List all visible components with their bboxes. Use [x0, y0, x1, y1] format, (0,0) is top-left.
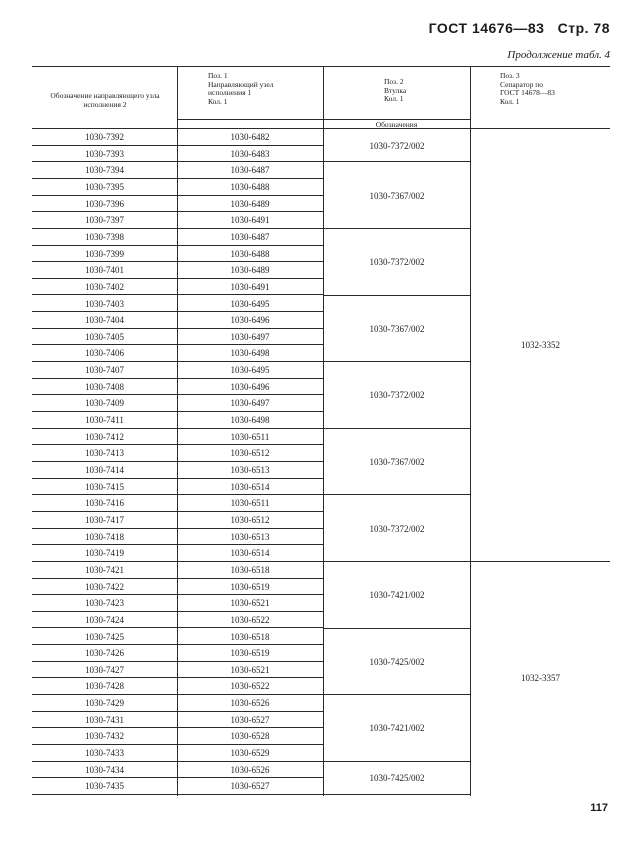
assembly-v1-code: 1030-6512: [230, 448, 270, 459]
header-line: Поз. 1: [208, 71, 228, 80]
assembly-v1-code: 1030-6483: [230, 148, 270, 159]
header-line: Кол. 1: [500, 96, 520, 106]
separator-code: 1032-3357: [521, 673, 560, 684]
separator-code: 1032-3352: [521, 340, 560, 351]
header-line: ГОСТ 14678—83: [500, 88, 555, 97]
sleeve-code: 1030-7367/002: [369, 323, 425, 334]
assembly-v1-code: 1030-6514: [230, 548, 270, 559]
assembly-v1-code: 1030-6519: [230, 648, 270, 659]
header-line: Кол. 1: [384, 94, 404, 103]
assembly-v2-code: 1030-7423: [85, 598, 124, 609]
assembly-v2-code: 1030-7426: [85, 648, 124, 659]
assembly-v1-code: 1030-6522: [230, 681, 270, 692]
assembly-v2-code: 1030-7422: [85, 581, 124, 592]
assembly-v2-code: 1030-7402: [85, 281, 124, 292]
col-header-pos3: [500, 72, 605, 106]
assembly-v2-code: 1030-7392: [85, 132, 124, 142]
assembly-v1-code: 1030-6489: [230, 265, 270, 276]
assembly-v2-code: 1030-7424: [85, 614, 124, 625]
assembly-v1-code: 1030-6497: [230, 398, 270, 409]
assembly-v1-code: 1030-6489: [230, 198, 270, 209]
header-line: Поз. 2: [384, 77, 404, 86]
assembly-v1-code: 1030-6522: [230, 614, 270, 625]
assembly-v2-code: 1030-7396: [85, 198, 124, 209]
header-line: Втулка: [384, 85, 407, 95]
assembly-v1-code: 1030-6513: [230, 531, 270, 542]
sleeve-code: 1030-7367/002: [369, 456, 425, 467]
assembly-v1-code: 1030-6488: [230, 181, 270, 192]
assembly-v2-code: 1030-7411: [85, 415, 124, 426]
assembly-v2-code: 1030-7428: [85, 681, 124, 692]
assembly-v1-code: 1030-6482: [230, 132, 270, 142]
assembly-v2-code: 1030-7413: [85, 448, 124, 459]
assembly-v2-code: 1030-7397: [85, 215, 124, 226]
table-continuation-note: Продолжение табл. 4: [507, 49, 610, 61]
header-line: Сепаратор по: [500, 79, 543, 89]
col-header-pos2: [384, 78, 464, 104]
assembly-v1-code: 1030-6526: [230, 698, 270, 709]
assembly-v1-code: 1030-6512: [230, 514, 270, 525]
assembly-v2-code: 1030-7406: [85, 348, 124, 359]
assembly-v2-code: 1030-7421: [85, 564, 124, 575]
sleeve-code: 1030-7372/002: [369, 390, 425, 401]
assembly-v2-code: 1030-7416: [85, 498, 124, 509]
assembly-v1-code: 1030-6528: [230, 731, 270, 742]
sleeve-code: 1030-7372/002: [369, 257, 425, 268]
sleeve-code: 1030-7421/002: [369, 590, 425, 601]
assembly-v2-code: 1030-7395: [85, 181, 124, 192]
assembly-v1-code: 1030-6498: [230, 348, 270, 359]
page-label: Стр. 78: [557, 20, 610, 36]
assembly-v1-code: 1030-6487: [230, 231, 270, 242]
assembly-v1-code: 1030-6497: [230, 331, 270, 342]
assembly-v1-code: 1030-6529: [230, 748, 270, 759]
page-header: [429, 20, 610, 36]
assembly-v2-code: 1030-7393: [85, 148, 124, 159]
assembly-v2-code: 1030-7414: [85, 465, 124, 475]
assembly-v2-code: 1030-7419: [85, 548, 124, 559]
assembly-v2-code: 1030-7418: [85, 531, 124, 542]
assembly-v1-code: 1030-6511: [230, 431, 270, 442]
assembly-v1-code: 1030-6491: [230, 215, 270, 226]
assembly-v1-code: 1030-6513: [230, 465, 270, 475]
assembly-v2-code: 1030-7433: [85, 748, 124, 759]
assembly-v1-code: 1030-6526: [230, 764, 270, 775]
row-rule: [178, 794, 323, 795]
standard-code: ГОСТ 14676—83: [428, 20, 545, 36]
header-line: исполнения 1: [208, 88, 252, 97]
header-line: Направляющий узел: [208, 79, 274, 89]
assembly-v2-code: 1030-7434: [85, 764, 124, 775]
page-number: 117: [590, 802, 608, 814]
group-rule: [324, 794, 470, 795]
assembly-v2-code: 1030-7404: [85, 315, 124, 326]
assembly-v1-code: 1030-6527: [230, 714, 270, 725]
sleeve-code: 1030-7425/002: [369, 773, 425, 784]
assembly-v2-code: 1030-7431: [85, 714, 124, 725]
assembly-v1-code: 1030-6487: [230, 165, 270, 176]
assembly-v1-code: 1030-6496: [230, 381, 270, 392]
assembly-v2-code: 1030-7415: [85, 481, 124, 492]
assembly-v1-code: 1030-6498: [230, 415, 270, 426]
assembly-v2-code: 1030-7435: [85, 781, 124, 792]
assembly-v1-code: 1030-6514: [230, 481, 270, 492]
assembly-v2-code: 1030-7399: [85, 248, 124, 259]
sub-header-designations: Обозначения: [375, 120, 418, 129]
assembly-v1-code: 1030-6521: [230, 664, 270, 675]
sleeve-code: 1030-7421/002: [369, 723, 425, 734]
assembly-v2-code: 1030-7401: [85, 265, 124, 276]
assembly-v1-code: 1030-6521: [230, 598, 270, 609]
assembly-v1-code: 1030-6495: [230, 365, 270, 376]
assembly-v2-code: 1030-7425: [85, 631, 124, 642]
parts-table: [32, 66, 610, 796]
assembly-v2-code: 1030-7412: [85, 431, 124, 442]
assembly-v1-code: 1030-6495: [230, 298, 270, 309]
assembly-v2-code: 1030-7403: [85, 298, 124, 309]
header-line: Кол. 1: [208, 96, 228, 106]
sleeve-code: 1030-7425/002: [369, 656, 425, 667]
assembly-v1-code: 1030-6518: [230, 564, 270, 575]
col-header-pos1: [208, 72, 318, 106]
sleeve-code: 1030-7372/002: [369, 523, 425, 534]
assembly-v2-code: 1030-7394: [85, 165, 124, 176]
sleeve-code: 1030-7367/002: [369, 190, 425, 201]
assembly-v1-code: 1030-6496: [230, 315, 270, 326]
assembly-v1-code: 1030-6527: [230, 781, 270, 792]
assembly-v2-code: 1030-7429: [85, 698, 124, 709]
assembly-v2-code: 1030-7427: [85, 664, 124, 675]
assembly-v1-code: 1030-6491: [230, 281, 270, 292]
assembly-v2-code: 1030-7409: [85, 398, 124, 409]
assembly-v2-code: 1030-7398: [85, 231, 124, 242]
assembly-v2-code: 1030-7408: [85, 381, 124, 392]
col-header-assembly-v2: Обозначение направляющего узла исполнения 2: [50, 91, 160, 109]
assembly-v2-code: 1030-7432: [85, 731, 124, 742]
assembly-v1-code: 1030-6518: [230, 631, 270, 642]
assembly-v2-code: 1030-7405: [85, 331, 124, 342]
assembly-v1-code: 1030-6511: [230, 498, 270, 509]
table-top-rule: [32, 66, 610, 67]
assembly-v2-code: 1030-7407: [85, 365, 124, 376]
sleeve-code: 1030-7372/002: [369, 140, 425, 151]
header-line: Поз. 3: [500, 71, 520, 80]
row-rule: [32, 794, 178, 795]
assembly-v1-code: 1030-6519: [230, 581, 270, 592]
assembly-v2-code: 1030-7417: [85, 514, 124, 525]
assembly-v1-code: 1030-6488: [230, 248, 270, 259]
